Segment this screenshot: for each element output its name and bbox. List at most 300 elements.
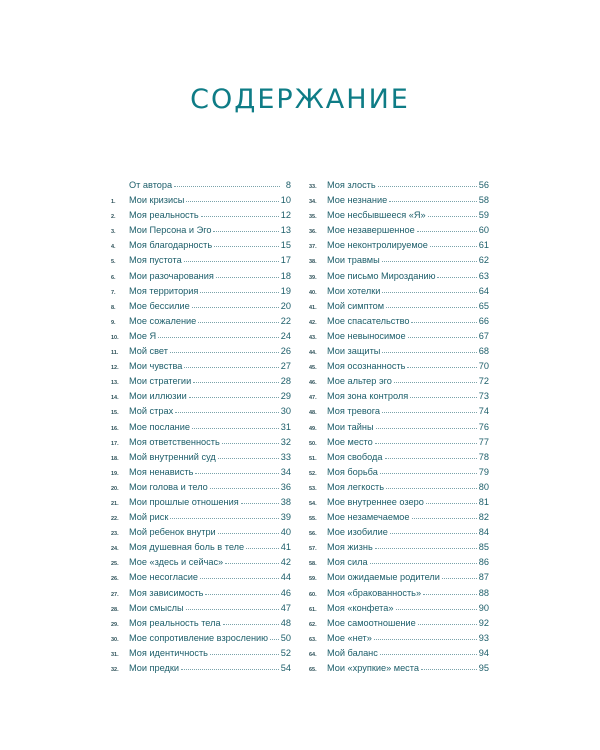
dot-leader bbox=[205, 594, 278, 595]
toc-entry-title: Моя зона контроля bbox=[327, 391, 409, 402]
dot-leader bbox=[408, 337, 477, 338]
toc-entry-page: 62 bbox=[478, 255, 489, 266]
toc-entry-number: 26. bbox=[111, 576, 119, 583]
toc-entry-title: Моя «конфета» bbox=[327, 602, 394, 613]
toc-entry-number: 35. bbox=[309, 214, 317, 221]
toc-entry-title: Мое «здесь и сейчас» bbox=[129, 557, 224, 568]
dot-leader bbox=[184, 261, 279, 262]
toc-entry-number: 34. bbox=[309, 199, 317, 206]
toc-entry-number: 52. bbox=[309, 470, 317, 477]
dot-leader bbox=[389, 201, 477, 202]
toc-entry[interactable] bbox=[309, 314, 489, 329]
toc-entry[interactable] bbox=[111, 420, 291, 435]
toc-entry-number: 24. bbox=[111, 546, 119, 553]
toc-entry[interactable] bbox=[111, 555, 291, 570]
toc-entry-page: 18 bbox=[280, 270, 291, 281]
dot-leader bbox=[382, 261, 477, 262]
dot-leader bbox=[186, 609, 279, 610]
toc-entry-title: Мое незамечаемое bbox=[327, 512, 410, 523]
toc-entry[interactable] bbox=[309, 420, 489, 435]
dot-leader bbox=[223, 624, 279, 625]
toc-entry-number: 7. bbox=[111, 289, 116, 296]
dot-leader bbox=[375, 443, 477, 444]
dot-leader bbox=[385, 458, 477, 459]
toc-entry-page: 32 bbox=[280, 436, 291, 447]
toc-entry[interactable] bbox=[111, 435, 291, 450]
toc-entry-number: 12. bbox=[111, 365, 119, 372]
toc-entry-title: Мои прошлые отношения bbox=[129, 496, 239, 507]
dot-leader bbox=[216, 277, 279, 278]
toc-entry-page: 42 bbox=[280, 557, 291, 568]
toc-entry[interactable] bbox=[309, 480, 489, 495]
page-title: СОДЕРЖАНИЕ bbox=[190, 84, 410, 116]
toc-entry-number: 49. bbox=[309, 425, 317, 432]
dot-leader bbox=[270, 639, 279, 640]
toc-entry[interactable] bbox=[309, 208, 489, 223]
toc-entry-page: 19 bbox=[280, 285, 291, 296]
toc-entry[interactable] bbox=[111, 646, 291, 661]
toc-entry[interactable] bbox=[111, 178, 291, 193]
dot-leader bbox=[386, 307, 477, 308]
toc-entry[interactable] bbox=[111, 374, 291, 389]
toc-entry[interactable] bbox=[309, 269, 489, 284]
toc-entry-title: Мои тайны bbox=[327, 421, 374, 432]
toc-entry-number: 59. bbox=[309, 576, 317, 583]
toc-entry[interactable] bbox=[309, 570, 489, 585]
toc-entry-number: 9. bbox=[111, 319, 116, 326]
toc-entry-page: 22 bbox=[280, 315, 291, 326]
dot-leader bbox=[421, 669, 477, 670]
dot-leader bbox=[170, 352, 279, 353]
toc-entry-page: 39 bbox=[280, 512, 291, 523]
toc-entry-number: 48. bbox=[309, 410, 317, 417]
toc-left-column bbox=[111, 178, 291, 676]
toc-entry[interactable] bbox=[111, 525, 291, 540]
toc-entry[interactable] bbox=[309, 238, 489, 253]
toc-entry-number: 54. bbox=[309, 500, 317, 507]
toc-entry-page: 13 bbox=[280, 225, 291, 236]
dot-leader bbox=[210, 654, 279, 655]
dot-leader bbox=[174, 186, 280, 187]
toc-entry-page: 80 bbox=[478, 481, 489, 492]
toc-entry[interactable] bbox=[111, 299, 291, 314]
toc-entry[interactable] bbox=[309, 284, 489, 299]
dot-leader bbox=[201, 216, 279, 217]
toc-entry[interactable] bbox=[111, 586, 291, 601]
toc-entry-number: 5. bbox=[111, 259, 116, 266]
toc-entry-title: Мой риск bbox=[129, 512, 169, 523]
toc-entry-title: Мое послание bbox=[129, 421, 190, 432]
toc-entry-title: Мое несогласие bbox=[129, 572, 198, 583]
toc-entry-page: 72 bbox=[478, 376, 489, 387]
toc-entry-number: 29. bbox=[111, 621, 119, 628]
toc-entry-title: Мое спасательство bbox=[327, 315, 410, 326]
toc-entry-title: Мое самоотношение bbox=[327, 617, 416, 628]
dot-leader bbox=[200, 292, 278, 293]
toc-entry-title: Моя пустота bbox=[129, 255, 182, 266]
toc-entry[interactable] bbox=[309, 374, 489, 389]
toc-entry-number: 21. bbox=[111, 500, 119, 507]
toc-entry-number: 41. bbox=[309, 304, 317, 311]
dot-leader bbox=[170, 518, 278, 519]
toc-entry[interactable] bbox=[309, 465, 489, 480]
toc-entry[interactable] bbox=[309, 450, 489, 465]
toc-entry-number: 20. bbox=[111, 485, 119, 492]
toc-entry-page: 79 bbox=[478, 466, 489, 477]
toc-entry-number: 46. bbox=[309, 380, 317, 387]
toc-entry-number: 13. bbox=[111, 380, 119, 387]
toc-entry-number: 32. bbox=[111, 667, 119, 673]
toc-right-column bbox=[309, 178, 489, 676]
toc-entry-page: 67 bbox=[478, 330, 489, 341]
toc-entry-page: 87 bbox=[478, 572, 489, 583]
toc-entry[interactable] bbox=[111, 284, 291, 299]
toc-entry-number: 50. bbox=[309, 440, 317, 447]
dot-leader bbox=[382, 352, 476, 353]
toc-entry-title: Мои смыслы bbox=[129, 602, 184, 613]
toc-entry-page: 40 bbox=[280, 527, 291, 538]
toc-entry-title: Моя борьба bbox=[327, 466, 378, 477]
toc-entry[interactable] bbox=[309, 253, 489, 268]
toc-entry-title: Мои ожидаемые родители bbox=[327, 572, 440, 583]
toc-entry[interactable] bbox=[111, 344, 291, 359]
dot-leader bbox=[410, 397, 477, 398]
toc-entry-page: 74 bbox=[478, 406, 489, 417]
toc-entry-page: 85 bbox=[478, 542, 489, 553]
toc-entry[interactable] bbox=[111, 480, 291, 495]
toc-entry[interactable] bbox=[309, 616, 489, 631]
toc-entry-page: 65 bbox=[478, 300, 489, 311]
dot-leader bbox=[195, 473, 278, 474]
dot-leader bbox=[370, 563, 477, 564]
toc-entry-number: 3. bbox=[111, 229, 116, 236]
toc-entry[interactable] bbox=[309, 223, 489, 238]
toc-entry[interactable] bbox=[111, 450, 291, 465]
toc-entry-title: Моя сила bbox=[327, 557, 368, 568]
toc-entry[interactable] bbox=[309, 555, 489, 570]
toc-entry-page: 28 bbox=[280, 376, 291, 387]
toc-entry-title: Моя свобода bbox=[327, 451, 383, 462]
toc-entry[interactable] bbox=[309, 540, 489, 555]
toc-entry-title: Мой внутренний суд bbox=[129, 451, 216, 462]
toc-entry-page: 24 bbox=[280, 330, 291, 341]
toc-entry-title: Моя идентичность bbox=[129, 647, 208, 658]
toc-entry-title: Моя реальность bbox=[129, 210, 199, 221]
toc-entry-page: 73 bbox=[478, 391, 489, 402]
toc-entry-page: 92 bbox=[478, 617, 489, 628]
toc-entry[interactable] bbox=[111, 329, 291, 344]
toc-entry-page: 61 bbox=[478, 240, 489, 251]
dot-leader bbox=[375, 548, 477, 549]
dot-leader bbox=[218, 458, 279, 459]
toc-entry[interactable] bbox=[111, 389, 291, 404]
toc-entry[interactable] bbox=[111, 465, 291, 480]
dot-leader bbox=[426, 503, 477, 504]
toc-entry-page: 48 bbox=[280, 617, 291, 628]
toc-entry-page: 50 bbox=[280, 632, 291, 643]
dot-leader bbox=[394, 382, 477, 383]
toc-entry-page: 58 bbox=[478, 195, 489, 206]
toc-entry-title: Мои иллюзии bbox=[129, 391, 187, 402]
toc-entry-number: 31. bbox=[111, 651, 119, 658]
toc-entry-number: 65. bbox=[309, 667, 317, 673]
toc-entry-title: Мой ребенок внутри bbox=[129, 527, 216, 538]
dot-leader bbox=[214, 246, 279, 247]
toc-entry[interactable] bbox=[111, 359, 291, 374]
toc-entry-title: Моя тревога bbox=[327, 406, 380, 417]
toc-entry[interactable] bbox=[309, 344, 489, 359]
toc-entry-page: 26 bbox=[280, 346, 291, 357]
toc-entry[interactable] bbox=[309, 586, 489, 601]
toc-entry-page: 38 bbox=[280, 496, 291, 507]
toc-entry-page: 68 bbox=[478, 346, 489, 357]
toc-entry-title: Моя душевная боль в теле bbox=[129, 542, 245, 553]
toc-entry-page: 47 bbox=[280, 602, 291, 613]
toc-entry-page: 27 bbox=[280, 361, 291, 372]
toc-entry-number: 36. bbox=[309, 229, 317, 236]
toc-entry-title: Мои «хрупкие» места bbox=[327, 663, 419, 673]
dot-leader bbox=[428, 216, 477, 217]
toc-entry-number: 33. bbox=[309, 184, 317, 190]
toc-entry-number: 11. bbox=[111, 350, 119, 357]
toc-entry-title: Мои предки bbox=[129, 663, 180, 673]
toc-entry-title: Мое «нет» bbox=[327, 632, 372, 643]
toc-entry-number: 47. bbox=[309, 395, 317, 402]
toc-entry[interactable] bbox=[309, 525, 489, 540]
toc-entry[interactable] bbox=[309, 495, 489, 510]
toc-entry-page: 44 bbox=[280, 572, 291, 583]
toc-entry-number: 38. bbox=[309, 259, 317, 266]
dot-leader bbox=[423, 594, 477, 595]
toc-entry[interactable] bbox=[111, 193, 291, 208]
toc-entry-title: Мой симптом bbox=[327, 300, 385, 311]
toc-entry-number: 25. bbox=[111, 561, 119, 568]
dot-leader bbox=[376, 428, 477, 429]
toc-entry-title: Мое Я bbox=[129, 330, 157, 341]
toc-entry-title: Мои хотелки bbox=[327, 285, 381, 296]
dot-leader bbox=[192, 307, 279, 308]
toc-entry-page: 31 bbox=[280, 421, 291, 432]
toc-entry[interactable] bbox=[111, 314, 291, 329]
toc-entry-title: Мои стратегии bbox=[129, 376, 192, 387]
toc-entry-page: 60 bbox=[478, 225, 489, 236]
toc-entry[interactable] bbox=[111, 495, 291, 510]
dot-leader bbox=[192, 428, 279, 429]
dot-leader bbox=[213, 231, 278, 232]
toc-entry-number: 43. bbox=[309, 334, 317, 341]
toc-entry-title: Моя злость bbox=[327, 180, 376, 190]
toc-entry-number: 61. bbox=[309, 606, 317, 613]
toc-entry-page: 29 bbox=[280, 391, 291, 402]
toc-entry[interactable] bbox=[309, 404, 489, 419]
toc-entry-number: 27. bbox=[111, 591, 119, 598]
dot-leader bbox=[241, 503, 279, 504]
toc-entry-page: 46 bbox=[280, 587, 291, 598]
dot-leader bbox=[412, 518, 477, 519]
toc-entry[interactable] bbox=[309, 389, 489, 404]
toc-entry-number: 28. bbox=[111, 606, 119, 613]
dot-leader bbox=[380, 473, 477, 474]
toc-entry-page: 82 bbox=[478, 512, 489, 523]
toc-entry-title: Мое неконтролируемое bbox=[327, 240, 428, 251]
toc-entry-page: 8 bbox=[285, 180, 291, 190]
dot-leader bbox=[225, 563, 279, 564]
toc-entry-title: Мое изобилие bbox=[327, 527, 388, 538]
toc-entry-page: 88 bbox=[478, 587, 489, 598]
toc-entry-title: Моя «бракованность» bbox=[327, 587, 422, 598]
toc-entry-page: 81 bbox=[478, 496, 489, 507]
toc-entry-number: 15. bbox=[111, 410, 119, 417]
toc-entry-title: Мой свет bbox=[129, 346, 168, 357]
toc-entry[interactable] bbox=[309, 178, 489, 193]
toc-entry-title: Моя благодарность bbox=[129, 240, 213, 251]
toc-entry[interactable] bbox=[309, 631, 489, 646]
toc-entry-page: 10 bbox=[280, 195, 291, 206]
toc-entry-page: 76 bbox=[478, 421, 489, 432]
toc-entry-page: 12 bbox=[280, 210, 291, 221]
toc-entry-title: Моя легкость bbox=[327, 481, 385, 492]
toc-entry[interactable] bbox=[111, 253, 291, 268]
toc-entry[interactable] bbox=[309, 329, 489, 344]
toc-entry-title: Мое письмо Мирозданию bbox=[327, 270, 436, 281]
toc-entry[interactable] bbox=[309, 661, 489, 676]
toc-entry-title: Мой страх bbox=[129, 406, 174, 417]
toc-entry[interactable] bbox=[309, 601, 489, 616]
toc-entry-number: 18. bbox=[111, 455, 119, 462]
toc-entry-title: Моя зависимость bbox=[129, 587, 204, 598]
toc-entry-title: Моя ответственность bbox=[129, 436, 220, 447]
dot-leader bbox=[186, 201, 278, 202]
toc-entry[interactable] bbox=[309, 359, 489, 374]
toc-entry-title: Мои чувства bbox=[129, 361, 183, 372]
dot-leader bbox=[181, 669, 279, 670]
toc-entry-number: 58. bbox=[309, 561, 317, 568]
toc-entry[interactable] bbox=[111, 404, 291, 419]
toc-entry[interactable] bbox=[309, 193, 489, 208]
toc-entry-page: 94 bbox=[478, 647, 489, 658]
toc-entry[interactable] bbox=[309, 435, 489, 450]
toc-entry-number: 55. bbox=[309, 516, 317, 523]
dot-leader bbox=[430, 246, 477, 247]
toc-entry-title: Мой баланс bbox=[327, 647, 378, 658]
dot-leader bbox=[386, 488, 477, 489]
toc-entry-page: 33 bbox=[280, 451, 291, 462]
toc-entry-number: 60. bbox=[309, 591, 317, 598]
toc-entry-page: 78 bbox=[478, 451, 489, 462]
toc-entry-title: Моя осознанность bbox=[327, 361, 406, 372]
toc-entry-number: 56. bbox=[309, 531, 317, 538]
toc-entry[interactable] bbox=[111, 631, 291, 646]
toc-entry-number: 19. bbox=[111, 470, 119, 477]
toc-entry-page: 30 bbox=[280, 406, 291, 417]
toc-entry[interactable] bbox=[111, 661, 291, 676]
toc-entry-title: Мое незавершенное bbox=[327, 225, 415, 236]
toc-entry[interactable] bbox=[111, 208, 291, 223]
toc-entry-title: Мое сожаление bbox=[129, 315, 197, 326]
toc-entry[interactable] bbox=[111, 570, 291, 585]
toc-entry[interactable] bbox=[111, 540, 291, 555]
toc-entry-title: Мое бессилие bbox=[129, 300, 190, 311]
dot-leader bbox=[382, 292, 476, 293]
toc-entry-number: 16. bbox=[111, 425, 119, 432]
toc-entry[interactable] bbox=[309, 646, 489, 661]
toc-entry[interactable] bbox=[111, 238, 291, 253]
toc-entry-number: 30. bbox=[111, 636, 119, 643]
toc-entry-number: 39. bbox=[309, 274, 317, 281]
dot-leader bbox=[407, 367, 476, 368]
toc-entry-title: Моя ненависть bbox=[129, 466, 194, 477]
toc-entry-title: Мое незнание bbox=[327, 195, 388, 206]
dot-leader bbox=[210, 488, 279, 489]
toc-entry[interactable] bbox=[309, 299, 489, 314]
toc-entry-page: 59 bbox=[478, 210, 489, 221]
toc-entry-number: 53. bbox=[309, 485, 317, 492]
toc-entry-number: 1. bbox=[111, 199, 116, 206]
toc-entry[interactable] bbox=[309, 510, 489, 525]
toc-entry-number: 42. bbox=[309, 319, 317, 326]
toc-entry-number: 4. bbox=[111, 244, 116, 251]
toc-entry-number: 64. bbox=[309, 651, 317, 658]
toc-entry-number: 6. bbox=[111, 274, 116, 281]
toc-entry[interactable] bbox=[111, 601, 291, 616]
dot-leader bbox=[200, 578, 279, 579]
dot-leader bbox=[390, 533, 477, 534]
toc-entry-page: 93 bbox=[478, 632, 489, 643]
toc-entry-title: Мои разочарования bbox=[129, 270, 214, 281]
toc-entry-page: 41 bbox=[280, 542, 291, 553]
toc-entry-title: Мое внутреннее озеро bbox=[327, 496, 424, 507]
toc-entry-page: 84 bbox=[478, 527, 489, 538]
dot-leader bbox=[437, 277, 476, 278]
dot-leader bbox=[374, 639, 477, 640]
dot-leader bbox=[382, 412, 477, 413]
toc-entry-page: 52 bbox=[280, 647, 291, 658]
dot-leader bbox=[380, 654, 477, 655]
toc-entry-page: 15 bbox=[280, 240, 291, 251]
toc-entry-title: Моя жизнь bbox=[327, 542, 373, 553]
toc-entry-page: 17 bbox=[280, 255, 291, 266]
dot-leader bbox=[417, 231, 477, 232]
toc-entry-page: 56 bbox=[478, 180, 489, 190]
dot-leader bbox=[175, 412, 279, 413]
toc-entry[interactable] bbox=[111, 223, 291, 238]
dot-leader bbox=[184, 367, 278, 368]
dot-leader bbox=[222, 443, 279, 444]
dot-leader bbox=[246, 548, 279, 549]
toc-entry-title: Мое сопротивление взрослению bbox=[129, 632, 269, 643]
toc-entry-number: 45. bbox=[309, 365, 317, 372]
toc-entry-number: 51. bbox=[309, 455, 317, 462]
toc-entry-number: 17. bbox=[111, 440, 119, 447]
toc-entry-title: От автора bbox=[129, 180, 173, 190]
toc-entry[interactable] bbox=[111, 510, 291, 525]
toc-entry[interactable] bbox=[111, 269, 291, 284]
toc-entry-number: 22. bbox=[111, 516, 119, 523]
toc-entry-title: Моя реальность тела bbox=[129, 617, 221, 628]
toc-entry-page: 36 bbox=[280, 481, 291, 492]
toc-entry-page: 20 bbox=[280, 300, 291, 311]
toc-entry-title: Мое альтер эго bbox=[327, 376, 392, 387]
toc-entry-number: 44. bbox=[309, 350, 317, 357]
toc-entry-number: 8. bbox=[111, 304, 116, 311]
dot-leader bbox=[442, 578, 477, 579]
toc-entry[interactable] bbox=[111, 616, 291, 631]
toc-entry-number: 40. bbox=[309, 289, 317, 296]
toc-entry-number: 63. bbox=[309, 636, 317, 643]
dot-leader bbox=[396, 609, 477, 610]
dot-leader bbox=[418, 624, 477, 625]
toc-entry-title: Мои голова и тело bbox=[129, 481, 208, 492]
